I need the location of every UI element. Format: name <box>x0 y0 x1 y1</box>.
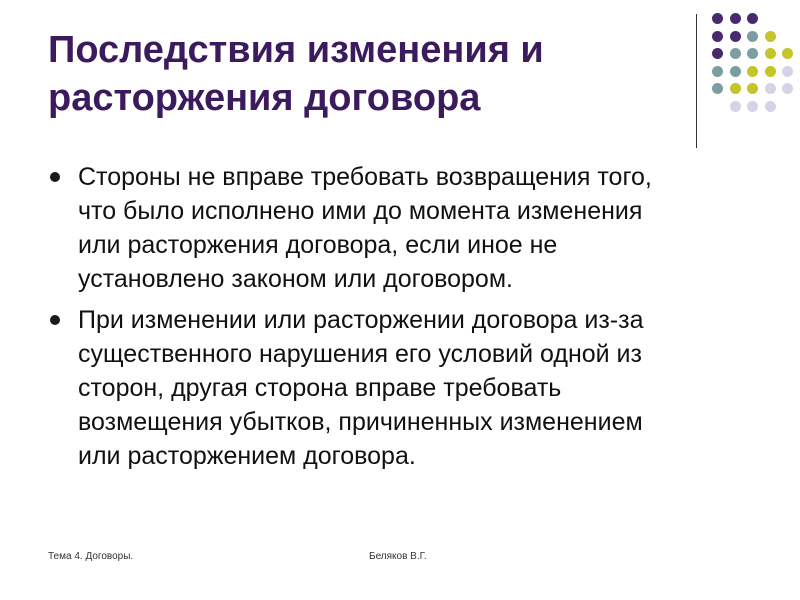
bullet-2-line: сторон, другая сторона вправе требовать <box>78 374 562 402</box>
bullet-1-line: или расторжения договора, если иное не <box>78 231 558 259</box>
decorative-dot <box>765 31 776 42</box>
decorative-dot <box>712 13 723 24</box>
bullet-2-line: или расторжением договора. <box>78 442 416 470</box>
decorative-dot <box>765 48 776 59</box>
decorative-dot <box>765 66 776 77</box>
slide-title-line-2: расторжения договора <box>48 77 481 119</box>
bullet-dot-icon <box>50 315 60 325</box>
bullet-2-line: возмещения убытков, причиненных изменением <box>78 408 643 436</box>
bullet-2-line: При изменении или расторжении договора из-за <box>78 306 644 334</box>
bullet-2-line: существенного нарушения его условий одной из <box>78 340 642 368</box>
decorative-dot-grid <box>0 0 800 140</box>
decorative-dot <box>765 83 776 94</box>
bullet-1-line: Стороны не вправе требовать возвращения того, <box>78 163 652 191</box>
decorative-dot <box>782 66 793 77</box>
decorative-dot <box>782 83 793 94</box>
bullet-1-line: установлено законом или договором. <box>78 265 513 293</box>
slide-title-line-1: Последствия изменения и <box>48 29 544 71</box>
bullet-1-line: что было исполнено ими до момента изменения <box>78 197 643 225</box>
decorative-dot <box>782 48 793 59</box>
decorative-dot <box>747 13 758 24</box>
decorative-dot <box>747 31 758 42</box>
decorative-dot <box>730 83 741 94</box>
decorative-dot <box>730 48 741 59</box>
footer-author: Беляков В.Г. <box>369 551 427 562</box>
decorative-dot <box>747 48 758 59</box>
decorative-dot <box>730 13 741 24</box>
footer-topic: Тема 4. Договоры. <box>48 551 134 562</box>
decorative-dot <box>765 101 776 112</box>
decorative-dot <box>712 66 723 77</box>
decorative-dot <box>747 66 758 77</box>
bullet-dot-icon <box>50 172 60 182</box>
bullet-list <box>48 160 758 480</box>
decorative-dot <box>712 48 723 59</box>
decorative-dot <box>730 66 741 77</box>
decorative-dot <box>712 31 723 42</box>
decorative-dot <box>730 101 741 112</box>
bullet-item-2 <box>48 303 758 473</box>
decorative-dot <box>747 83 758 94</box>
decorative-dot <box>730 31 741 42</box>
decorative-dot <box>712 83 723 94</box>
bullet-item-1 <box>48 160 758 296</box>
decorative-dot <box>747 101 758 112</box>
